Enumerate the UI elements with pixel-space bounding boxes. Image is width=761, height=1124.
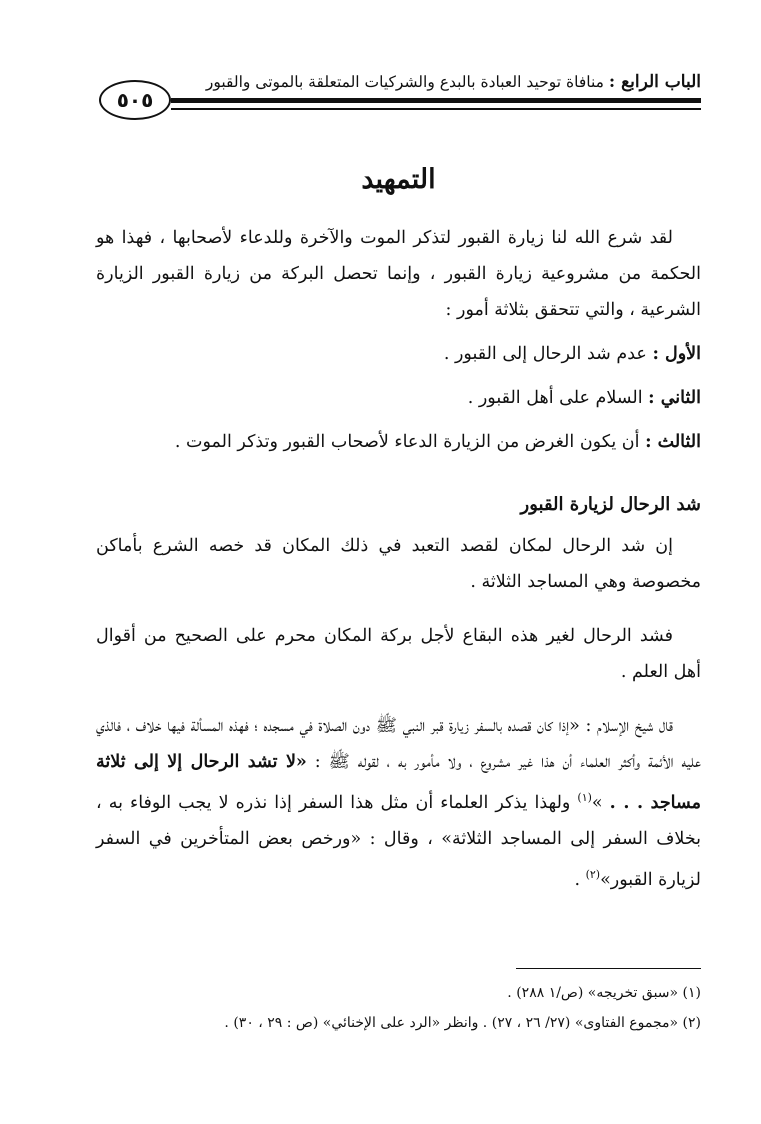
subsection-title: شد الرحال لزيارة القبور [520, 494, 701, 515]
item-label: الثالث : [645, 432, 701, 452]
quote-text-1: قال شيخ الإسلام : «إذا كان قصده بالسفر زيارة قبر النبي ﷺ دون الصلاة في مسجده ؛ فهذه المسألة فيها خلاف ، فالذي عليه الأئمة وأكثر العلماء أن هذا غير مشروع ، ولا مأمور به ، لقوله ﷺ : [96, 716, 701, 772]
list-item-third [96, 424, 701, 460]
chapter-label: الباب الرابع : [608, 72, 701, 92]
header-rule-thin [171, 108, 701, 110]
header-rule-thick [171, 98, 701, 103]
footnote-ref-2[interactable]: (٢) [585, 867, 601, 881]
page-number: ٥٠٥ [99, 80, 171, 120]
footnote-divider [516, 968, 701, 969]
item-text: أن يكون الغرض من الزيارة الدعاء لأصحاب القبور وتذكر الموت . [174, 432, 640, 452]
quote-text-2: » [591, 792, 610, 813]
list-item-second [96, 380, 701, 416]
section-title: التمهيد [361, 164, 436, 195]
footnote-1: (١) «سبق تخريجه» (ص/١ ٢٨٨) . [507, 985, 701, 1001]
item-label: الثاني : [648, 388, 701, 408]
subsection-paragraph-2: فشد الرحال لغير هذه البقاع لأجل بركة المكان محرم على الصحيح من أقوال أهل العلم . [96, 626, 701, 682]
running-header [0, 0, 761, 130]
item-text: عدم شد الرحال إلى القبور . [443, 344, 647, 364]
chapter-title: منافاة توحيد العبادة بالبدع والشركيات المتعلقة بالموتى والقبور [205, 73, 604, 91]
subsection-paragraph-1: إن شد الرحال لمكان لقصد التعبد في ذلك المكان قد خصه الشرع بأماكن مخصوصة وهي المساجد الثلاثة . [96, 536, 701, 592]
intro-paragraph: لقد شرع الله لنا زيارة القبور لتذكر الموت والآخرة وللدعاء لأصحابها ، فهذا هو الحكمة من مشروعية زيارة القبور ، وإنما تحصل البركة من زيارة القبور الزيارة الشرعية ، والتي تتحقق بثلاثة أمور : [96, 228, 701, 320]
quote-paragraph [96, 708, 701, 898]
quote-text-4: . [574, 869, 586, 890]
footnotes [96, 978, 701, 1038]
list-item-first [96, 336, 701, 372]
item-label: الأول : [652, 344, 701, 364]
hadith-text: «لا تشد الرحال إلا إلى ثلاثة مساجد . . . [96, 752, 701, 813]
footnote-ref-1[interactable]: (١) [577, 791, 592, 804]
footnote-2: (٢) «مجموع الفتاوى» (٢٧/ ٢٦ ، ٢٧) . وانظر «الرد على الإخنائي» (ص : ٢٩ ، ٣٠) . [224, 1015, 701, 1031]
page-body [96, 160, 701, 898]
header-title [181, 72, 701, 92]
quote-text-3: ولهذا يذكر العلماء أن مثل هذا السفر إذا نذره لا يجب الوفاء به ، بخلاف السفر إلى المساجد الثلاثة» ، وقال : «ورخص بعض المتأخرين في السفر لزيارة القبور» [96, 792, 701, 890]
item-text: السلام على أهل القبور . [467, 388, 643, 408]
